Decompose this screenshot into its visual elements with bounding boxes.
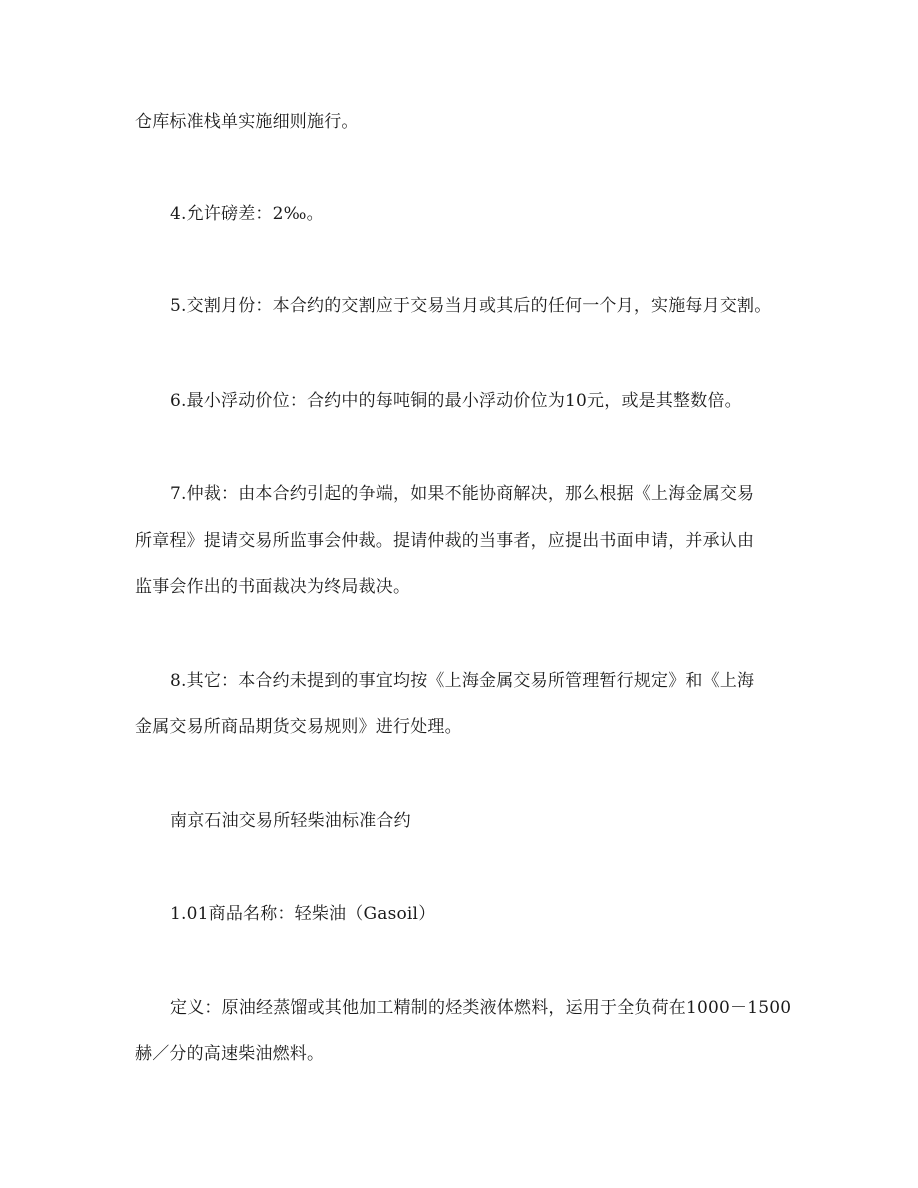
paragraph-line: 1.01商品名称：轻柴油（Gasoil）	[170, 904, 436, 924]
paragraph-line: 7.仲裁：由本合约引起的争端，如果不能协商解决，那么根据《上海金属交易	[170, 484, 755, 504]
paragraph-line: 6.最小浮动价位：合约中的每吨铜的最小浮动价位为10元，或是其整数倍。	[170, 391, 742, 411]
section-heading: 南京石油交易所轻柴油标准合约	[170, 811, 411, 831]
paragraph-line: 5.交割月份：本合约的交割应于交易当月或其后的任何一个月，实施每月交割。	[170, 296, 772, 316]
paragraph-line: 定义：原油经蒸馏或其他加工精制的烃类液体燃料，运用于全负荷在1000－1500	[170, 998, 792, 1018]
paragraph-line: 4.允许磅差：2‰。	[170, 204, 324, 224]
paragraph-line: 所章程》提请交易所监事会仲裁。提请仲裁的当事者，应提出书面申请，并承认由	[135, 531, 755, 551]
paragraph-line: 仓库标准栈单实施细则施行。	[135, 112, 359, 132]
paragraph-line: 金属交易所商品期货交易规则》进行处理。	[135, 717, 462, 737]
paragraph-line: 赫／分的高速柴油燃料。	[135, 1044, 325, 1064]
paragraph-line: 监事会作出的书面裁决为终局裁决。	[135, 577, 411, 597]
paragraph-line: 8.其它：本合约未提到的事宜均按《上海金属交易所管理暂行规定》和《上海	[170, 671, 755, 691]
